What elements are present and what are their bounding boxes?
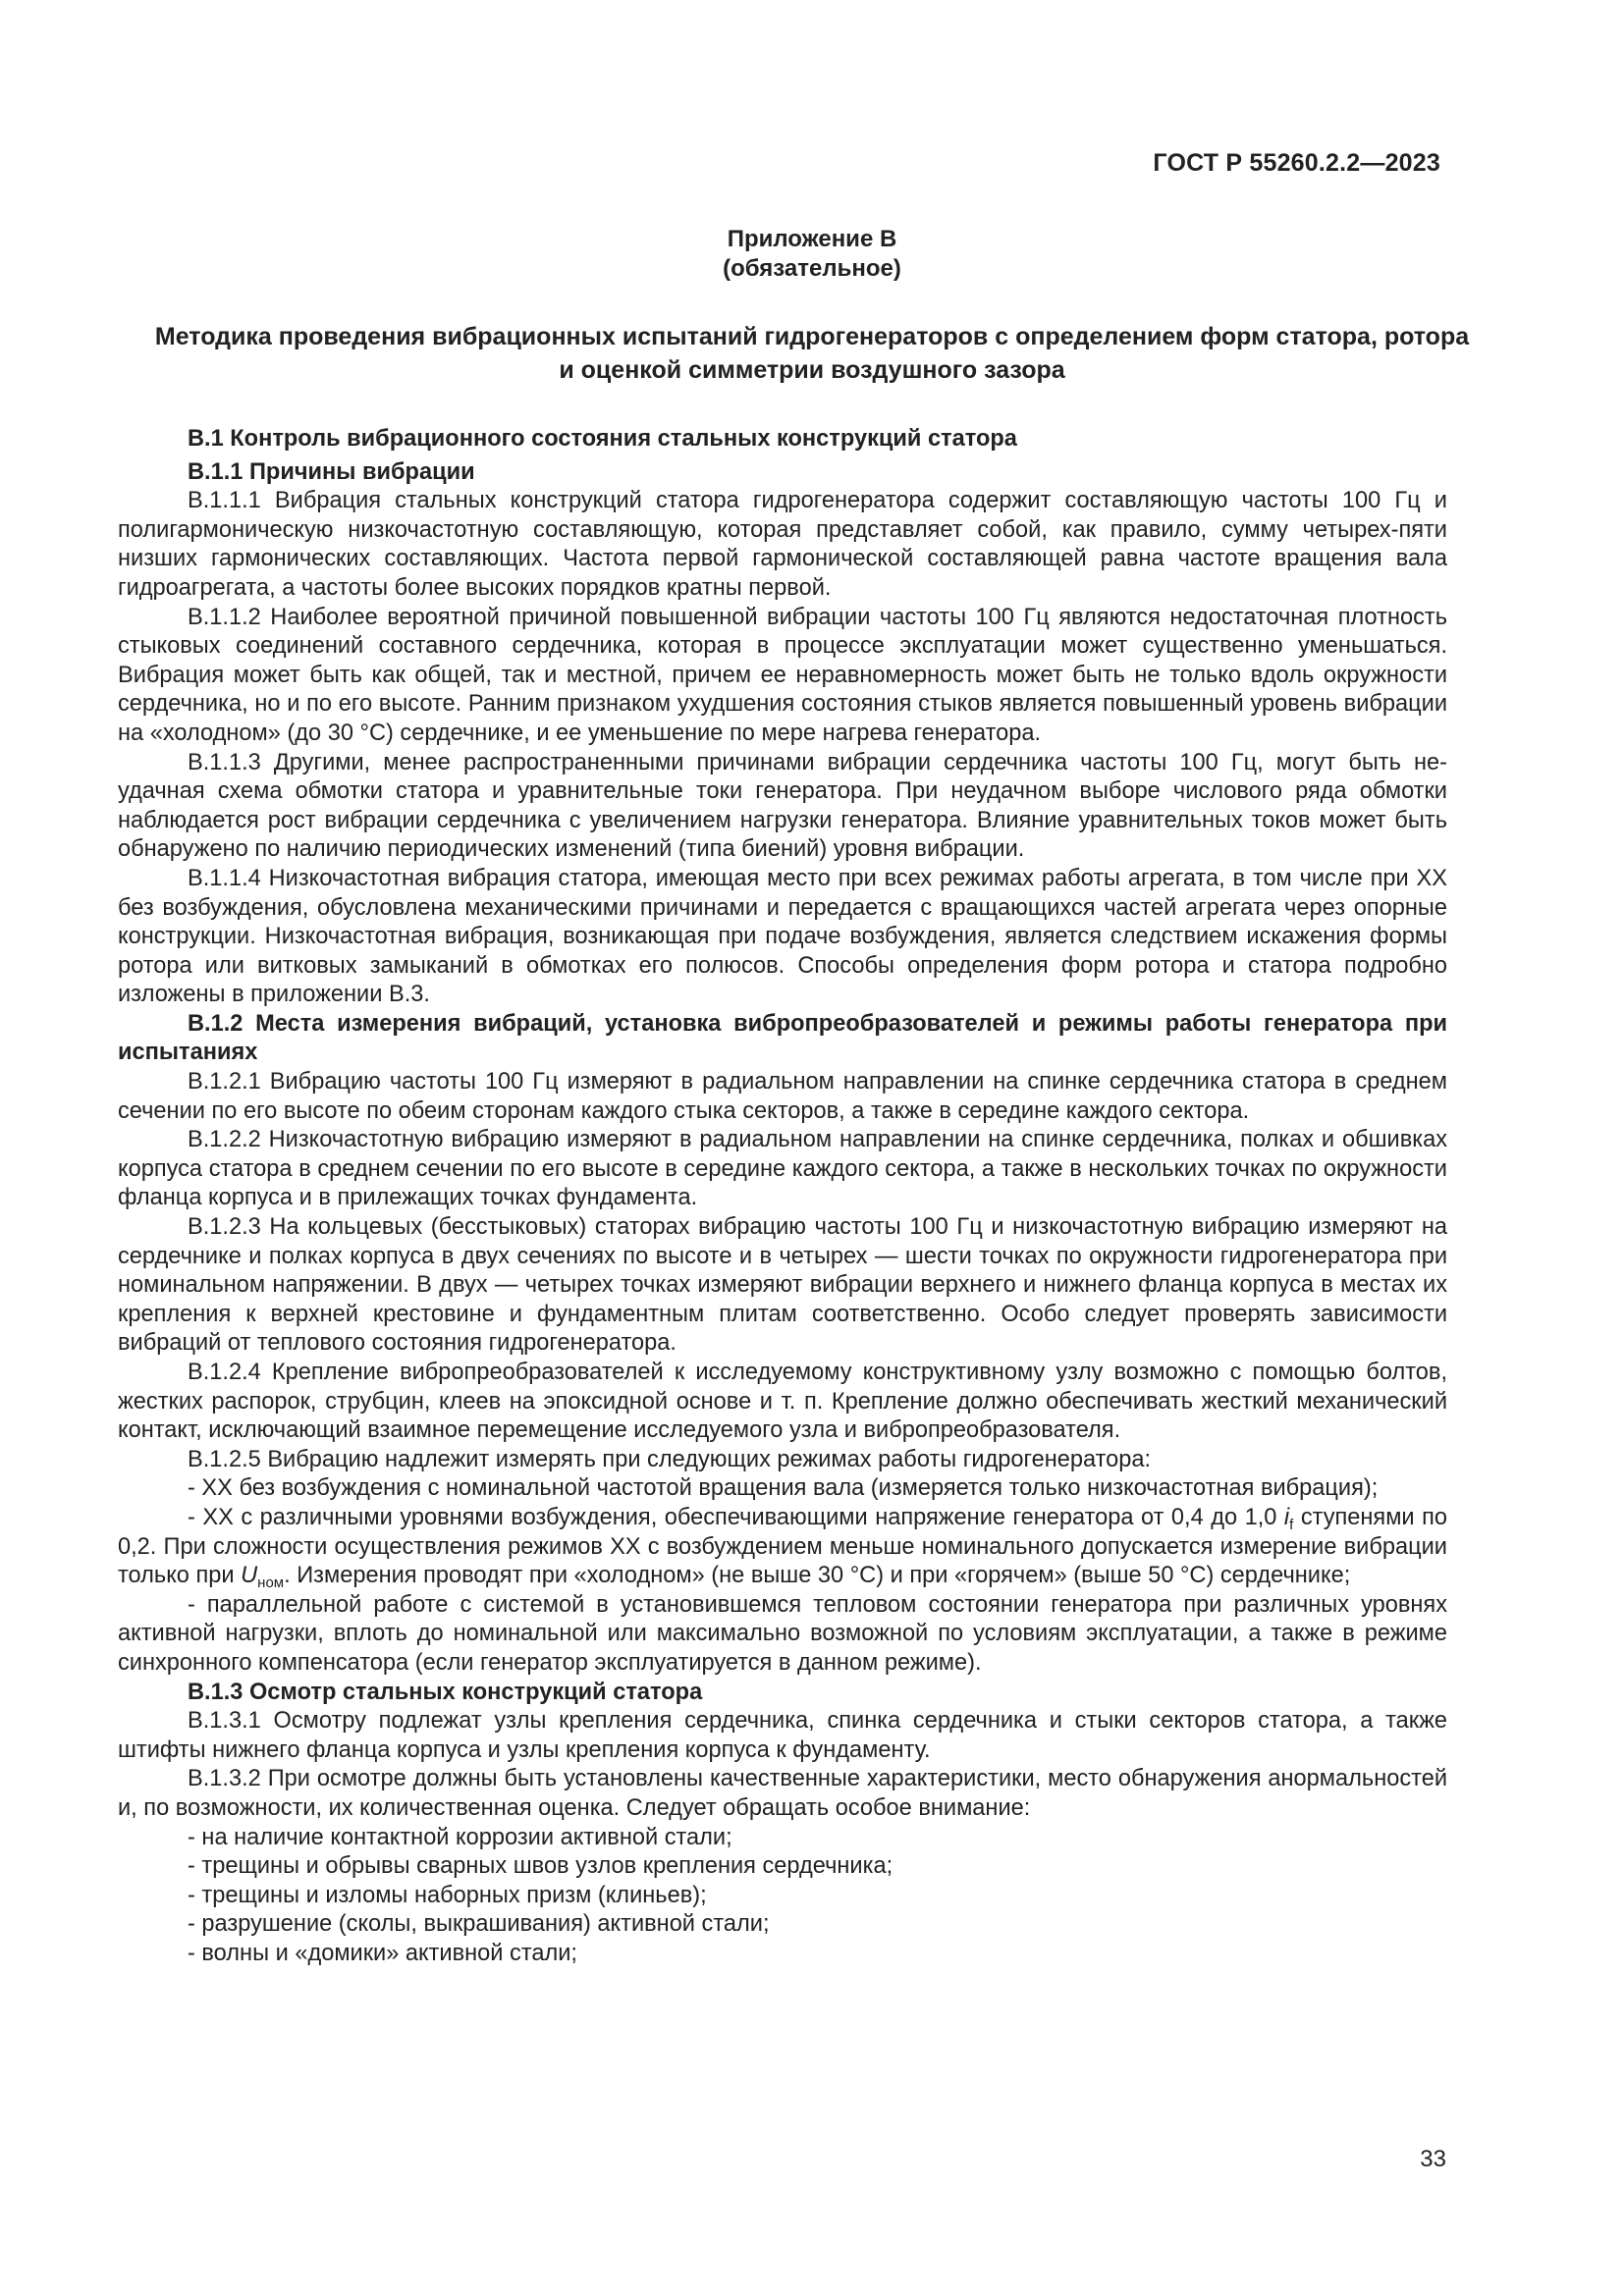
paragraph-b1131: В.1.3.1 Осмотру подлежат узлы крепления сердечника, спинка сердечника и стыки секторов статора, а также штифты нижнего фланца корпуса и узлы крепления корпуса к фундаменту. bbox=[118, 1708, 1447, 1763]
section-heading-b1: В.1 Контроль вибрационного состояния стальных конструкций статора bbox=[188, 426, 1017, 452]
appendix-label: Приложение В bbox=[727, 226, 897, 252]
current-subscript: f bbox=[1289, 1516, 1294, 1533]
standard-number: ГОСТ Р 55260.2.2—2023 bbox=[1153, 149, 1440, 177]
mode-item-2-text-c: . Измерения проводят при «холодном» (не выше 30 °С) и при «горячем» (выше 50 °С) сердечнике; bbox=[284, 1563, 1351, 1589]
inspection-item: - разрушение (сколы, выкрашивания) активной стали; bbox=[188, 1911, 770, 1938]
inspection-item: - трещины и изломы наборных призм (клиньев); bbox=[188, 1882, 707, 1908]
document-body bbox=[118, 425, 1447, 1968]
paragraph-b1121: В.1.2.1 Вибрацию частоты 100 Гц измеряют в радиальном направлении на спинке сердечника статора в среднем сечении по его высоте по обеим сторонам каждого стыка секторов, а также в середине каждого сектора. bbox=[118, 1069, 1447, 1124]
paragraph-b1124: В.1.2.4 Крепление вибропреобразователей к исследуемому конструктивному узлу возможно с помощью болтов, жестких распорок, струбцин, клеев на эпоксидной основе и т. п. Крепление должно обеспечивать жесткий механический контакт, исключающий взаимное перемещение исследуемого узла и вибропреобразователя. bbox=[118, 1360, 1447, 1444]
inspection-item: - трещины и обрывы сварных швов узлов крепления сердечника; bbox=[188, 1853, 893, 1880]
appendix-status: (обязательное) bbox=[723, 255, 901, 282]
inspection-item: - на наличие контактной коррозии активной стали; bbox=[188, 1824, 732, 1850]
current-symbol: i bbox=[1283, 1504, 1290, 1530]
voltage-symbol: U bbox=[241, 1563, 258, 1589]
section-heading-b12: В.1.2 Места измерения вибраций, установка вибропреобразователей и режимы работы генератора при испытаниях bbox=[118, 1010, 1447, 1066]
paragraph-b1122: В.1.2.2 Низкочастотную вибрацию измеряют в радиальном направлении на спинке сердечника, полках и обшивках корпуса статора в среднем сечении по его высоте в середине каждого сектора, а также в нескольких точках по окружности фланца корпуса и в прилежащих точках фундамента. bbox=[118, 1127, 1447, 1211]
page-number: 33 bbox=[1420, 2146, 1446, 2172]
paragraph-b1125: В.1.2.5 Вибрацию надлежит измерять при следующих режимах работы гидрогенератора: bbox=[188, 1446, 1152, 1472]
mode-item-3: - параллельной работе с системой в установившемся тепловом состоянии генератора при различных уровнях активной нагрузки, вплоть до номинальной или максимально возможной по условиям эксплуатации, а также в режиме синхронного компенсатора (если генератор эксплуатируется в данном режиме). bbox=[118, 1591, 1447, 1676]
paragraph-b1114: В.1.1.4 Низкочастотная вибрация статора, имеющая место при всех режимах работы агрегата, в том числе при ХХ без возбуждения, обусловлена механическими причинами и передается с вращающихся частей агрегата через опорные конструкции. Низкочастотная вибрация, возникающая при подаче возбуждения, является следствием искажения формы ротора или витковых замыканий в обмотках его полюсов. Способы определения форм ротора и статора подробно изложены в приложении В.3. bbox=[118, 865, 1447, 1008]
section-heading-b11: В.1.1 Причины вибрации bbox=[188, 458, 475, 485]
section-heading-b13: В.1.3 Осмотр стальных конструкций статора bbox=[188, 1679, 703, 1705]
paragraph-b1112: В.1.1.2 Наиболее вероятной причиной повышенной вибрации частоты 100 Гц являются недостаточная плотность стыковых соединений составного сердечника, которая в процессе эксплуатации может существенно уменьшаться. Вибрация может быть как общей, так и местной, причем ее неравномерность может быть не только вдоль окружности сердечника, но и по его высоте. Ранним признаком ухудшения состояния стыков является повышенный уровень вибрации на «холодном» (до 30 °С) сердечнике, и ее уменьшение по мере нагрева генератора. bbox=[118, 604, 1447, 746]
mode-item-2 bbox=[118, 1504, 1447, 1591]
paragraph-b1111: В.1.1.1 Вибрация стальных конструкций статора гидрогенератора содержит составляющую частоты 100 Гц и полигармоническую низкочастотную составляющую, которая представляет собой, как правило, сумму четырех-пяти низших гармонических составляющих. Частота первой гармонической составляющей равна частоте вращения вала гидроагрегата, а частоты более высоких порядков кратны первой. bbox=[118, 488, 1447, 601]
paragraph-b1132: В.1.3.2 При осмотре должны быть установлены качественные характеристики, место обнаружения анормальностей и, по возможности, их количественная оценка. Следует обращать особое внимание: bbox=[118, 1766, 1447, 1821]
mode-item-1: - ХХ без возбуждения с номинальной частотой вращения вала (измеряется только низкочастотная вибрация); bbox=[188, 1475, 1379, 1502]
mode-item-2-text-a: - ХХ с различными уровнями возбуждения, обеспечивающими напряжение генератора от 0,4 до 1,0 bbox=[188, 1504, 1284, 1530]
paragraph-b1113: В.1.1.3 Другими, менее распространенными причинами вибрации сердечника частоты 100 Гц, могут быть неудачная схема обмотки статора и уравнительные токи генератора. При неудачном выборе числового ряда обмотки наблюдается рост вибрации сердечника с увеличением нагрузки генератора. Влияние уравнительных токов может быть обнаружено по наличию периодических изменений (типа биений) уровня вибрации. bbox=[118, 749, 1447, 863]
paragraph-b1123: В.1.2.3 На кольцевых (бесстыковых) статорах вибрацию частоты 100 Гц и низкочастотную вибрацию измеряют на сердечнике и полках корпуса в двух сечениях по высоте и в четырех — шести точках по окружности гидрогенератора при номинальном напряжении. В двух — четырех точках измеряют вибрации верхнего и нижнего фланца корпуса в местах их крепления к верхней крестовине и фундаментным плитам соответственно. Особо следует проверять зависимости вибраций от теплового состояния гидрогенератора. bbox=[118, 1214, 1447, 1357]
mode-item-2-text-b: ступенями по 0,2. При сложности осуществления режимов ХХ с возбуждением меньше номинального допускается измерение вибрации только при bbox=[118, 1504, 1447, 1589]
document-title: Методика проведения вибрационных испытаний гидрогенераторов с определением форм статора, ротора и оценкой симметрии воздушного зазора bbox=[154, 323, 1470, 384]
inspection-item: - волны и «домики» активной стали; bbox=[188, 1940, 577, 1966]
voltage-subscript: ном bbox=[257, 1575, 285, 1592]
